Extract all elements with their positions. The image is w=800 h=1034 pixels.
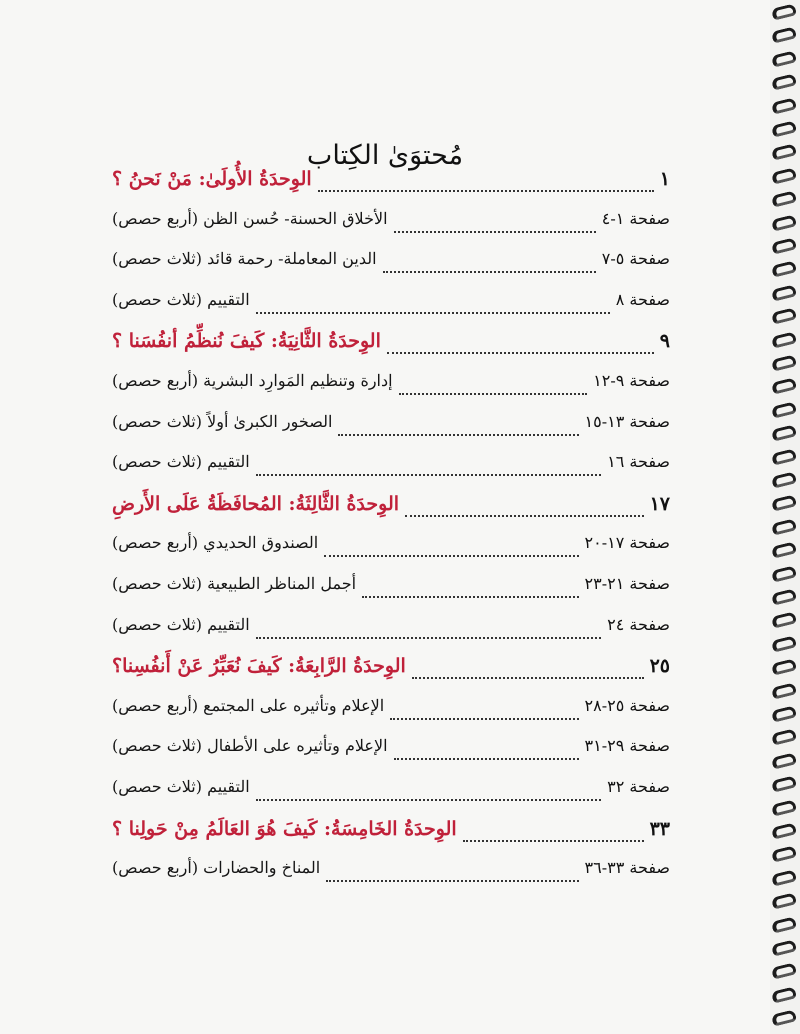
dot-leader	[318, 190, 654, 192]
toc-page-number: صفحة ١٧-٢٠	[584, 533, 670, 553]
toc-unit-heading	[112, 493, 670, 527]
spiral-coil	[771, 869, 797, 886]
toc-unit-heading	[112, 818, 670, 852]
dot-leader	[256, 637, 602, 639]
dot-leader	[256, 312, 610, 314]
dot-leader	[338, 434, 578, 436]
spiral-coil	[771, 658, 797, 675]
spiral-coil	[771, 775, 797, 792]
toc-entry	[112, 452, 670, 486]
spiral-coil	[771, 50, 797, 67]
toc-entry-label: الصندوق الحديدي (أربع حصص)	[112, 533, 319, 553]
spiral-coil	[771, 331, 797, 348]
toc-entry	[112, 249, 670, 283]
dot-leader	[399, 393, 588, 395]
toc-entry-label: الإعلام وتأثيره على الأطفال (ثلاث حصص)	[112, 736, 388, 756]
dot-leader	[405, 515, 644, 517]
toc-entry	[112, 777, 670, 811]
spiral-coil	[771, 612, 797, 629]
spiral-coil	[771, 448, 797, 465]
toc-entry	[112, 290, 670, 324]
spiral-coil	[771, 424, 797, 441]
toc-page-number: صفحة ١٣-١٥	[584, 411, 670, 431]
toc-entry	[112, 736, 670, 770]
toc-entry	[112, 696, 670, 730]
dot-leader	[387, 352, 654, 354]
toc-page-number: ١٧	[649, 492, 670, 515]
spiral-coil	[771, 799, 797, 816]
spiral-coil	[771, 916, 797, 933]
toc-page-number: صفحة ٢٤	[607, 614, 670, 634]
spiral-coil	[771, 354, 797, 371]
toc-page-number: صفحة ١٦	[607, 452, 670, 472]
spiral-coil	[771, 214, 797, 231]
dot-leader	[463, 840, 644, 842]
dot-leader	[324, 555, 578, 557]
dot-leader	[326, 880, 578, 882]
toc-page-number: صفحة ٢٥-٢٨	[584, 695, 670, 715]
spiral-coil	[771, 401, 797, 418]
toc-entry	[112, 371, 670, 405]
toc-page-number: صفحة ٨	[615, 289, 670, 309]
toc-entry-label: التقييم (ثلاث حصص)	[112, 777, 250, 796]
spiral-coil	[771, 963, 797, 980]
spiral-coil	[771, 167, 797, 184]
toc-entry	[112, 615, 670, 649]
spiral-coil	[771, 588, 797, 605]
toc-entry-label: المناخ والحضارات (أربع حصص)	[112, 858, 321, 878]
spiral-coil	[771, 73, 797, 90]
spiral-coil	[771, 284, 797, 301]
toc-page-number: ٢٥	[649, 655, 670, 678]
spiral-coil	[771, 822, 797, 839]
toc-entry-label: التقييم (ثلاث حصص)	[112, 614, 250, 634]
toc-entry-label: الوِحدَةُ الخَامِسَةُ: كَيفَ هُوَ العَالَمُ مِنْ حَولِنا ؟	[112, 817, 457, 840]
spiral-coil	[771, 729, 797, 746]
toc-entry-label: إدارة وتنظيم المَوارِد البشرية (أربع حصص)	[112, 371, 393, 390]
toc-entry-label: الإعلام وتأثيره على المجتمع (أربع حصص)	[112, 695, 385, 715]
dot-leader	[394, 758, 579, 760]
spiral-coil	[771, 97, 797, 114]
spiral-coil	[771, 635, 797, 652]
toc-unit-heading	[112, 330, 670, 364]
dot-leader	[362, 596, 579, 598]
toc-entry-label: الوِحدَةُ الرَّابِعَةُ: كَيفَ نُعَبِّرُ عَنْ أَنفُسِنا؟	[112, 655, 406, 678]
spiral-coil	[771, 237, 797, 254]
spiral-coil	[771, 705, 797, 722]
toc-page-number: صفحة ٣٢	[607, 777, 670, 796]
toc-unit-heading	[112, 655, 670, 689]
spiral-coil	[771, 682, 797, 699]
toc-page-number: صفحة ٢٩-٣١	[584, 736, 670, 756]
spiral-coil	[771, 892, 797, 909]
toc-entry	[112, 574, 670, 608]
spiral-coil	[771, 144, 797, 161]
toc-entry	[112, 209, 670, 243]
spiral-coil	[771, 495, 797, 512]
page-title: مُحتوَىٰ الكِتاب	[306, 140, 464, 171]
toc-page-number: صفحة ٩-١٢	[593, 371, 670, 390]
dot-leader	[256, 799, 602, 801]
toc-entry-label: الوِحدَةُ الأُولَىٰ: مَنْ نَحنُ ؟	[112, 168, 312, 190]
dot-leader	[390, 718, 578, 720]
spiral-coil	[771, 3, 797, 20]
spiral-coil	[771, 752, 797, 769]
spiral-coil	[771, 986, 797, 1003]
spiral-coil	[771, 471, 797, 488]
toc-entry-label: الصخور الكبرىٰ أولاً (ثلاث حصص)	[112, 411, 333, 431]
spiral-coil	[771, 939, 797, 956]
toc-page-number: ٣٣	[649, 817, 670, 840]
dot-leader	[394, 231, 596, 233]
spiral-coil	[771, 27, 797, 44]
spiral-coil	[771, 261, 797, 278]
dot-leader	[383, 271, 596, 273]
toc-entry-label: التقييم (ثلاث حصص)	[112, 452, 250, 472]
spiral-coil	[771, 190, 797, 207]
toc-entry	[112, 412, 670, 446]
toc-entry-label: التقييم (ثلاث حصص)	[112, 289, 250, 309]
toc-entry	[112, 858, 670, 892]
spiral-coil	[771, 307, 797, 324]
toc-entry-label: الوِحدَةُ الثَّالِثَةُ: المُحافَظَةُ عَلَى الأَرضِ	[112, 492, 400, 515]
spiral-coil	[771, 378, 797, 395]
toc-page-number: ١	[659, 168, 670, 190]
dot-leader	[412, 677, 644, 679]
toc-page-number: صفحة ٥-٧	[601, 249, 670, 269]
spiral-binding	[770, 0, 800, 1034]
dot-leader	[256, 474, 602, 476]
spiral-coil	[771, 565, 797, 582]
toc-entry-label: الوِحدَةُ الثَّانِيَةُ: كَيفَ نُنظِّمُ أنفُسَنا ؟	[112, 330, 381, 353]
toc-page-number: ٩	[659, 330, 670, 353]
toc-entry-label: الأخلاق الحسنة- حُسن الظن (أربع حصص)	[112, 208, 388, 228]
spiral-coil	[771, 518, 797, 535]
spiral-coil	[771, 846, 797, 863]
spiral-coil	[771, 1009, 797, 1026]
toc-entry-label: أجمل المناظر الطبيعية (ثلاث حصص)	[112, 574, 357, 593]
toc-unit-heading	[112, 168, 670, 202]
spiral-coil	[771, 541, 797, 558]
toc-page-number: صفحة ٣٣-٣٦	[584, 858, 670, 878]
toc-page-number: صفحة ١-٤	[601, 208, 670, 228]
toc-entry-label: الدين المعاملة- رحمة قائد (ثلاث حصص)	[112, 249, 377, 269]
toc-page-number: صفحة ٢١-٢٣	[584, 574, 670, 593]
spiral-coil	[771, 120, 797, 137]
toc-entry	[112, 533, 670, 567]
